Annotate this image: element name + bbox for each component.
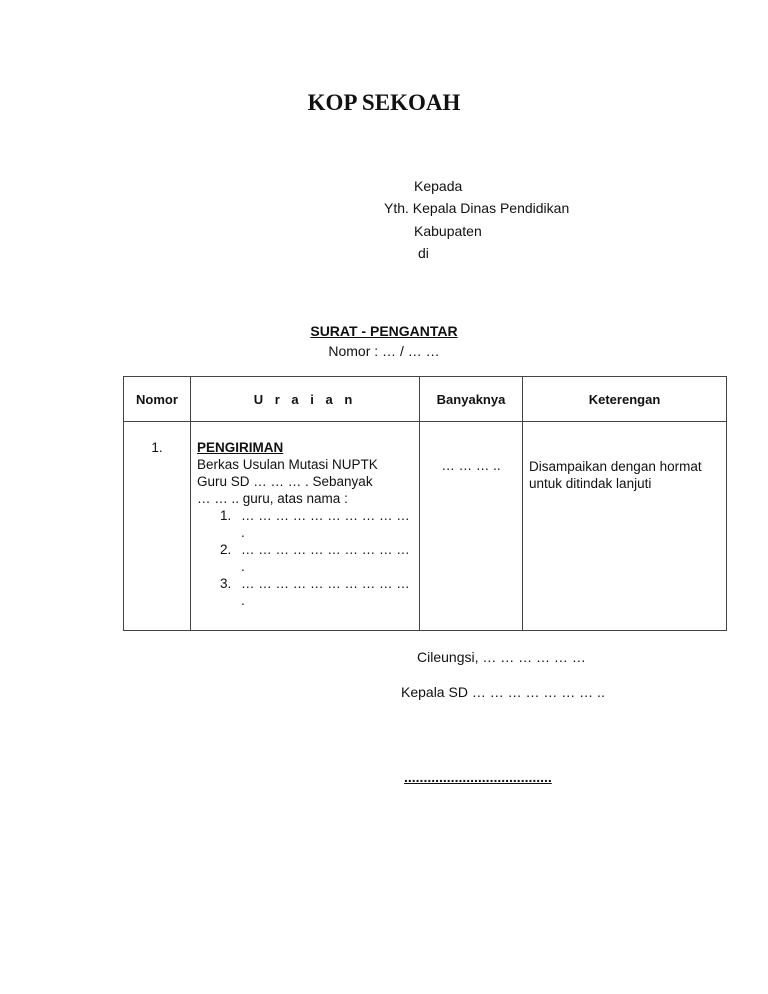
items-table <box>123 376 727 631</box>
table-row <box>124 422 727 631</box>
address-kabupaten: Kabupaten <box>414 223 482 239</box>
cell-keterangan <box>523 422 727 631</box>
uraian-title: PENGIRIMAN <box>197 440 284 455</box>
header-nomor: Nomor <box>124 377 191 422</box>
uraian-line-2: Guru SD … … … . Sebanyak <box>197 474 373 489</box>
names-list <box>197 507 413 609</box>
list-item: 2. … … … … … … … … … … . <box>235 541 413 575</box>
kop-sekolah-heading: KOP SEKOAH <box>307 90 461 115</box>
surat-nomor: Nomor : … / … … <box>328 343 440 359</box>
address-recipient: Yth. Kepala Dinas Pendidikan <box>384 200 570 216</box>
table-header-row <box>124 377 727 422</box>
address-kepada: Kepada <box>414 178 463 194</box>
signature-position: Kepala SD … … … … … … … .. <box>401 684 605 700</box>
cell-uraian <box>191 422 420 631</box>
address-di: di <box>418 245 429 261</box>
keterangan-line-1: Disampaikan dengan hormat <box>529 459 702 474</box>
signature-place-date: Cileungsi, … … … … … … <box>417 649 586 665</box>
keterangan-line-2: untuk ditindak lanjuti <box>529 476 652 491</box>
header-banyaknya: Banyaknya <box>420 377 523 422</box>
uraian-line-1: Berkas Usulan Mutasi NUPTK <box>197 457 378 472</box>
header-uraian: U r a i a n <box>191 377 420 422</box>
cell-nomor: 1. <box>124 422 191 631</box>
signature-name-line: ...................................... <box>404 769 552 785</box>
list-item: 1. … … … … … … … … … … . <box>235 507 413 541</box>
uraian-line-3: … … .. guru, atas nama : <box>197 491 348 506</box>
header-keterangan: Keterengan <box>523 377 727 422</box>
cell-banyaknya: … … … .. <box>420 422 523 631</box>
surat-title: SURAT - PENGANTAR <box>310 323 458 339</box>
list-item: 3. … … … … … … … … … … . <box>235 575 413 609</box>
